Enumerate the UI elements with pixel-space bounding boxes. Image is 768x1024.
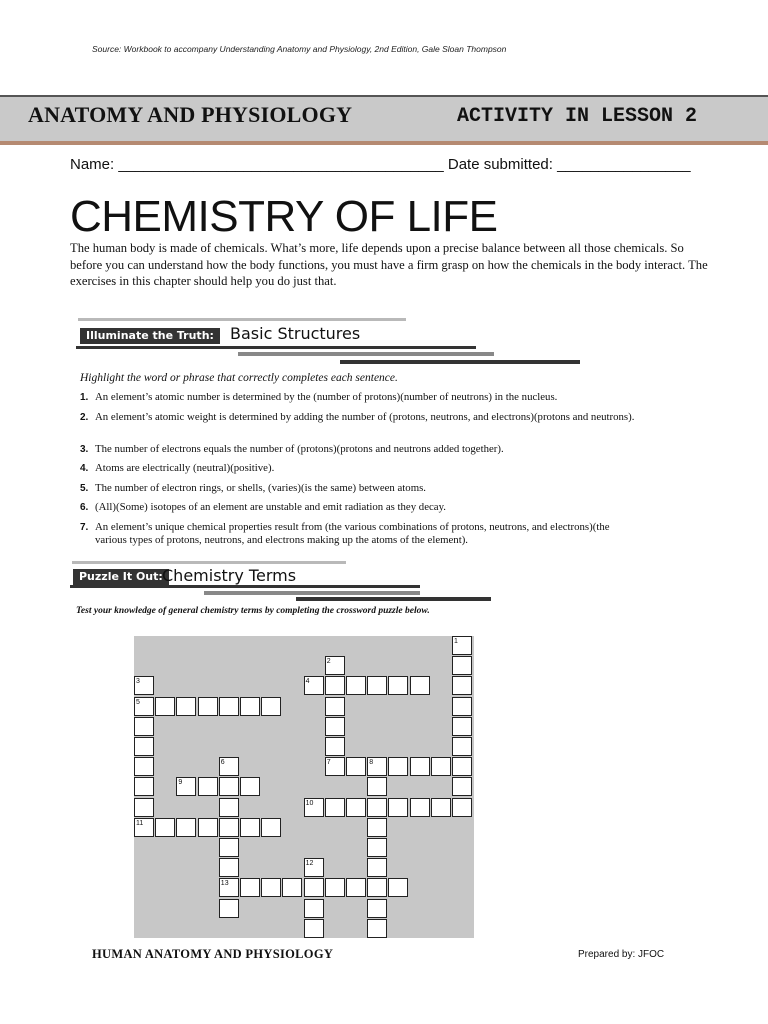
crossword-cell[interactable]	[219, 818, 239, 837]
crossword-cell[interactable]	[388, 878, 408, 897]
course-title: ANATOMY AND PHYSIOLOGY	[28, 102, 353, 127]
crossword-cell[interactable]	[176, 697, 196, 716]
page-title: CHEMISTRY OF LIFE	[70, 192, 498, 241]
intro-paragraph: The human body is made of chemicals. What’s more, life depends upon a precise balance between all those chemicals. So before you can understand how the body functions, you must have a firm grasp on how the chemicals in the body interact. The exercises in this chapter should help you do just that.	[70, 241, 708, 288]
crossword-cell[interactable]	[367, 919, 387, 938]
crossword-cell[interactable]	[198, 777, 218, 796]
crossword-cell[interactable]	[452, 717, 472, 736]
crossword-cell[interactable]	[134, 777, 154, 796]
clue-number: 13	[220, 880, 229, 888]
section2-label: Puzzle It Out:	[73, 569, 169, 585]
list-item: 2. An element’s atomic weight is determined by adding the number of (protons, neutrons, and electrons)(protons and neutrons).	[80, 411, 635, 423]
crossword-cell[interactable]	[155, 697, 175, 716]
crossword-cell[interactable]	[367, 777, 387, 796]
crossword-cell[interactable]	[325, 676, 345, 695]
list-item: 4. Atoms are electrically (neutral)(positive).	[80, 462, 275, 474]
crossword-cell[interactable]	[367, 858, 387, 877]
list-item: 6. (All)(Some) isotopes of an element are unstable and emit radiation as they decay.	[80, 501, 446, 513]
crossword-cell[interactable]	[240, 818, 260, 837]
crossword-cell[interactable]	[134, 717, 154, 736]
crossword-cell[interactable]	[282, 878, 302, 897]
list-item: 7. An element’s unique chemical properties result from (the various combinations of protons, neutrons, and electrons)(the various types of protons, neutrons, and electrons making up the atoms of the element).	[80, 521, 610, 546]
crossword-cell[interactable]	[452, 798, 472, 817]
name-date-line: Name: _______________________________________ Date submitted: ________________	[70, 156, 691, 173]
crossword-cell[interactable]	[452, 757, 472, 776]
activity-title: ACTIVITY IN LESSON 2	[457, 105, 698, 128]
crossword-cell[interactable]	[410, 798, 430, 817]
crossword-cell[interactable]	[452, 737, 472, 756]
crossword-cell[interactable]	[367, 676, 387, 695]
crossword-cell[interactable]	[240, 777, 260, 796]
clue-number: 11	[136, 819, 144, 827]
crossword-cell[interactable]	[261, 818, 281, 837]
clue-number: 3	[136, 678, 140, 686]
crossword-cell[interactable]	[261, 878, 281, 897]
list-item: 1. An element’s atomic number is determined by the (number of protons)(number of neutrons) in the nucleus.	[80, 391, 558, 403]
crossword-cell[interactable]	[304, 899, 324, 918]
crossword-cell[interactable]	[346, 676, 366, 695]
crossword-cell[interactable]	[431, 798, 451, 817]
clue-number: 8	[369, 759, 374, 767]
crossword-cell[interactable]	[346, 757, 366, 776]
crossword-cell[interactable]	[367, 798, 387, 817]
clue-number: 12	[305, 860, 314, 868]
crossword-cell[interactable]	[325, 717, 345, 736]
crossword-cell[interactable]	[198, 697, 218, 716]
list-item: 3. The number of electrons equals the number of (protons)(protons and neutrons added together).	[80, 443, 504, 455]
crossword-cell[interactable]	[388, 676, 408, 695]
clue-number: 9	[178, 779, 183, 787]
crossword-cell[interactable]	[410, 676, 430, 695]
clue-number: 6	[220, 759, 225, 767]
list-item: 5. The number of electron rings, or shells, (varies)(is the same) between atoms.	[80, 482, 426, 494]
crossword-cell[interactable]	[346, 798, 366, 817]
crossword-cell[interactable]	[325, 878, 345, 897]
crossword-cell[interactable]	[176, 818, 196, 837]
crossword-cell[interactable]	[219, 798, 239, 817]
crossword-cell[interactable]	[261, 697, 281, 716]
crossword-cell[interactable]	[240, 878, 260, 897]
crossword-cell[interactable]	[219, 858, 239, 877]
section2-instructions: Test your knowledge of general chemistry terms by completing the crossword puzzle below.	[76, 606, 430, 616]
section2-heading: Chemistry Terms	[162, 566, 297, 585]
crossword-cell[interactable]	[325, 737, 345, 756]
crossword-cell[interactable]	[219, 697, 239, 716]
section1-heading: Basic Structures	[230, 324, 361, 343]
crossword-cell[interactable]	[325, 697, 345, 716]
footer-title: HUMAN ANATOMY AND PHYSIOLOGY	[92, 947, 334, 961]
section1-label: Illuminate the Truth:	[80, 328, 220, 344]
crossword-cell[interactable]	[134, 798, 154, 817]
clue-number: 10	[305, 799, 314, 807]
crossword-cell[interactable]	[367, 878, 387, 897]
crossword-cell[interactable]	[219, 838, 239, 857]
footer-prepared-by: Prepared by: JFOC	[578, 949, 665, 960]
crossword-cell[interactable]	[431, 757, 451, 776]
clue-number: 1	[454, 638, 458, 645]
crossword-cell[interactable]	[367, 818, 387, 837]
crossword-cell[interactable]	[367, 838, 387, 857]
crossword-cell[interactable]	[452, 676, 472, 695]
crossword-cell[interactable]	[240, 697, 260, 716]
crossword-cell[interactable]	[155, 818, 175, 837]
source-citation: Source: Workbook to accompany Understanding Anatomy and Physiology, 2nd Edition, Gale Sloan Thompson	[92, 44, 507, 54]
clue-number: 4	[305, 678, 310, 686]
crossword-cell[interactable]	[410, 757, 430, 776]
crossword-cell[interactable]	[134, 737, 154, 756]
crossword-cell[interactable]	[388, 798, 408, 817]
crossword-cell[interactable]	[219, 777, 239, 796]
clue-number: 7	[326, 759, 331, 767]
clue-number: 5	[136, 698, 140, 706]
crossword-cell[interactable]	[325, 798, 345, 817]
clue-number: 2	[326, 658, 331, 666]
section1-instructions: Highlight the word or phrase that correctly completes each sentence.	[80, 372, 398, 384]
crossword-cell[interactable]	[134, 757, 154, 776]
crossword-cell[interactable]	[219, 899, 239, 918]
crossword-cell[interactable]	[452, 656, 472, 675]
crossword-cell[interactable]	[367, 899, 387, 918]
crossword-cell[interactable]	[304, 919, 324, 938]
crossword-cell[interactable]	[388, 757, 408, 776]
crossword-cell[interactable]	[198, 818, 218, 837]
crossword-cell[interactable]	[304, 878, 324, 897]
crossword-cell[interactable]	[452, 697, 472, 716]
crossword-cell[interactable]	[452, 777, 472, 796]
crossword-cell[interactable]	[346, 878, 366, 897]
